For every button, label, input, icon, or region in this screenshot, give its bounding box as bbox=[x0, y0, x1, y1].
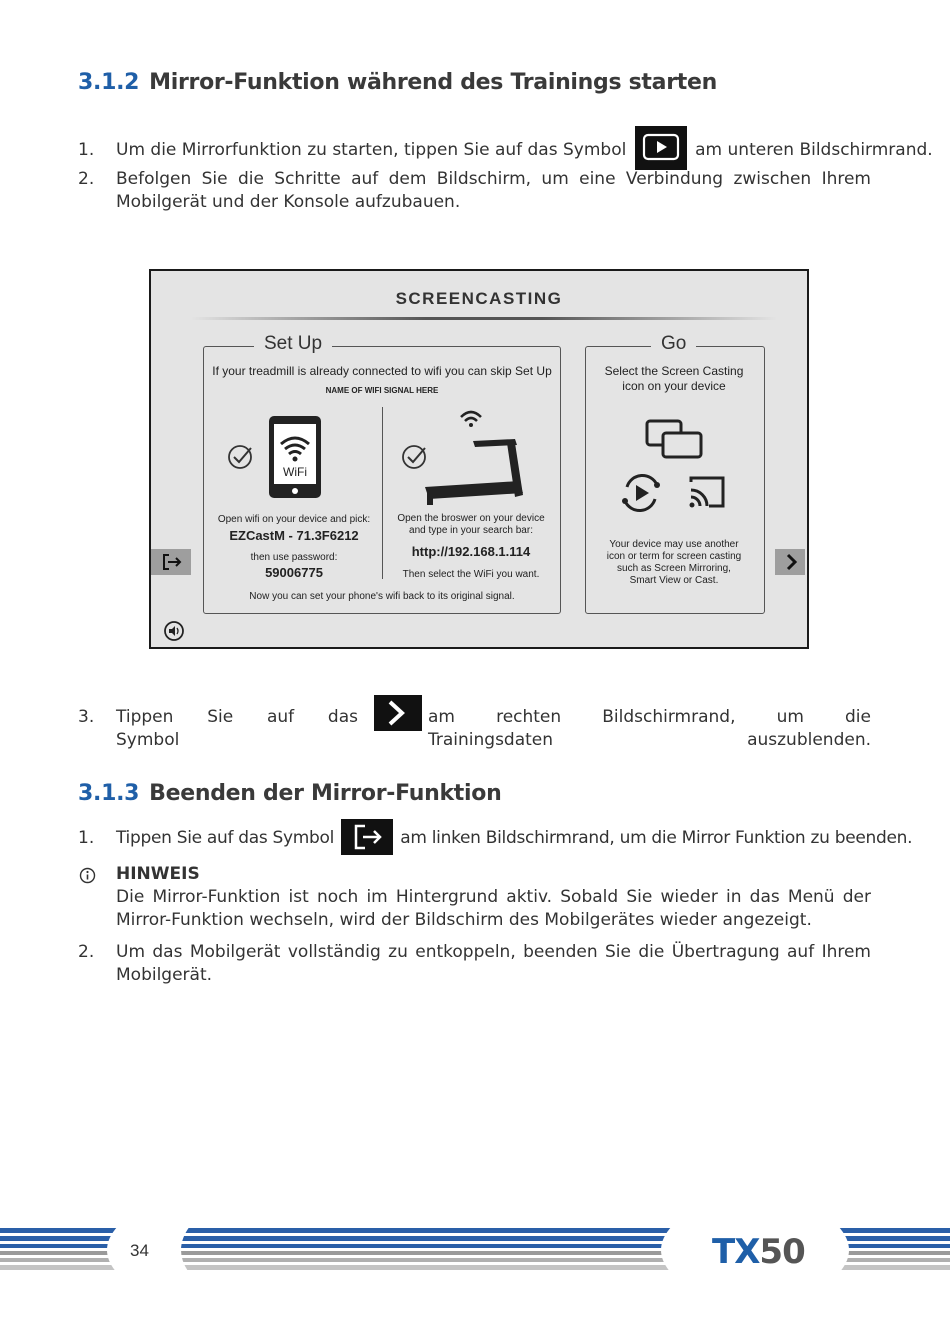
cast-icon bbox=[687, 474, 727, 510]
setup-title: Set Up bbox=[254, 333, 332, 355]
step-text-after: am rechten Bildschirmrand, um die Trainingsdaten auszublenden. bbox=[428, 707, 871, 750]
go-note-1: Your device may use another bbox=[609, 539, 739, 550]
setup-intro: If your treadmill is already connected to wifi you can skip Set Up bbox=[212, 364, 552, 378]
step-text: Um die Mirrorfunktion zu starten, tippen Sie auf das Symbol bbox=[116, 140, 627, 160]
go-title: Go bbox=[651, 333, 696, 355]
go-note-3: such as Screen Mirroring, bbox=[617, 563, 731, 574]
section-title: Mirror-Funktion während des Trainings starten bbox=[149, 70, 717, 95]
step-text: Befolgen Sie die Schritte auf dem Bildschirm, um eine Verbindung zwischen Ihrem Mobilgerät und der Konsole aufzubauen. bbox=[116, 169, 871, 212]
note-block bbox=[78, 863, 871, 932]
section-title: Beenden der Mirror-Funktion bbox=[149, 781, 502, 806]
step-text-words bbox=[116, 706, 358, 752]
page-number: 34 bbox=[130, 1241, 149, 1260]
step-3 bbox=[78, 706, 871, 752]
wifi-signal-name: NAME OF WIFI SIGNAL HERE bbox=[325, 386, 439, 395]
section-number: 3.1.3 bbox=[78, 781, 140, 806]
screen-mirror-icon bbox=[645, 419, 705, 461]
ssid-value: EZCastM - 71.3F6212 bbox=[229, 528, 359, 543]
screen-title: SCREENCASTING bbox=[395, 289, 563, 308]
note-text: Die Mirror-Funktion ist noch im Hintergrund aktiv. Sobald Sie wieder in das Menü der Mirror-Funktion wechseln, wird der Bildschirm des Mobilgerätes wieder angezeigt. bbox=[116, 887, 871, 930]
step-2 bbox=[78, 168, 871, 214]
step-number: 2. bbox=[78, 169, 95, 189]
treadmill-wifi-icon bbox=[423, 405, 527, 507]
exit-step-2 bbox=[78, 941, 871, 987]
chevron-right-icon bbox=[374, 695, 422, 731]
step-text-after: am linken Bildschirmrand, um die Mirror Funktion zu beenden. bbox=[400, 828, 913, 848]
phone-wifi-icon bbox=[267, 414, 323, 500]
password-value: 59006775 bbox=[265, 565, 323, 580]
logo-part-b: 50 bbox=[759, 1232, 805, 1272]
check-circle-icon bbox=[227, 443, 255, 471]
go-intro-2: icon on your device bbox=[622, 379, 726, 393]
phone-wifi-label: WiFi bbox=[283, 465, 307, 479]
url-value: http://192.168.1.114 bbox=[411, 544, 531, 559]
setup-footer: Now you can set your phone's wifi back to its original signal. bbox=[249, 591, 515, 602]
step-text: Tippen Sie auf das Symbol bbox=[116, 828, 335, 848]
step-number: 3. bbox=[78, 707, 95, 727]
step-1 bbox=[78, 139, 933, 162]
step-number: 1. bbox=[78, 828, 95, 848]
exit-icon bbox=[341, 819, 393, 855]
mirror-play-icon bbox=[635, 126, 687, 170]
exit-step-1 bbox=[78, 827, 913, 850]
exit-mirror-button[interactable] bbox=[151, 549, 191, 575]
go-note-2: icon or term for screen casting bbox=[606, 551, 742, 562]
go-intro-1: Select the Screen Casting bbox=[604, 364, 744, 378]
volume-icon[interactable] bbox=[163, 620, 185, 642]
section-heading-313 bbox=[78, 781, 501, 806]
password-label: then use password: bbox=[250, 552, 338, 563]
screencasting-screenshot bbox=[149, 269, 809, 649]
title-divider bbox=[191, 317, 777, 320]
step-number: 1. bbox=[78, 140, 95, 160]
step-text: Tippen Sie auf das Symbol bbox=[116, 707, 358, 750]
browser-instruction-2: and type in your search bar: bbox=[409, 525, 533, 536]
smart-view-icon bbox=[619, 471, 663, 515]
product-logo bbox=[712, 1232, 805, 1272]
logo-part-a: TX bbox=[712, 1232, 760, 1272]
wifi-instruction: Open wifi on your device and pick: bbox=[217, 514, 371, 525]
hide-data-button[interactable] bbox=[775, 549, 805, 575]
note-title: HINWEIS bbox=[116, 864, 200, 884]
section-heading-312 bbox=[78, 70, 717, 95]
section-number: 3.1.2 bbox=[78, 70, 140, 95]
step-text-after: am unteren Bildschirmrand. bbox=[695, 140, 933, 160]
step-text: Um das Mobilgerät vollständig zu entkoppeln, beenden Sie die Übertragung auf Ihrem Mobilgerät. bbox=[116, 942, 871, 985]
go-note-4: Smart View or Cast. bbox=[629, 575, 719, 586]
step-number: 2. bbox=[78, 942, 95, 962]
browser-instruction-1: Open the broswer on your device bbox=[397, 513, 545, 524]
select-wifi-text: Then select the WiFi you want. bbox=[402, 569, 540, 580]
